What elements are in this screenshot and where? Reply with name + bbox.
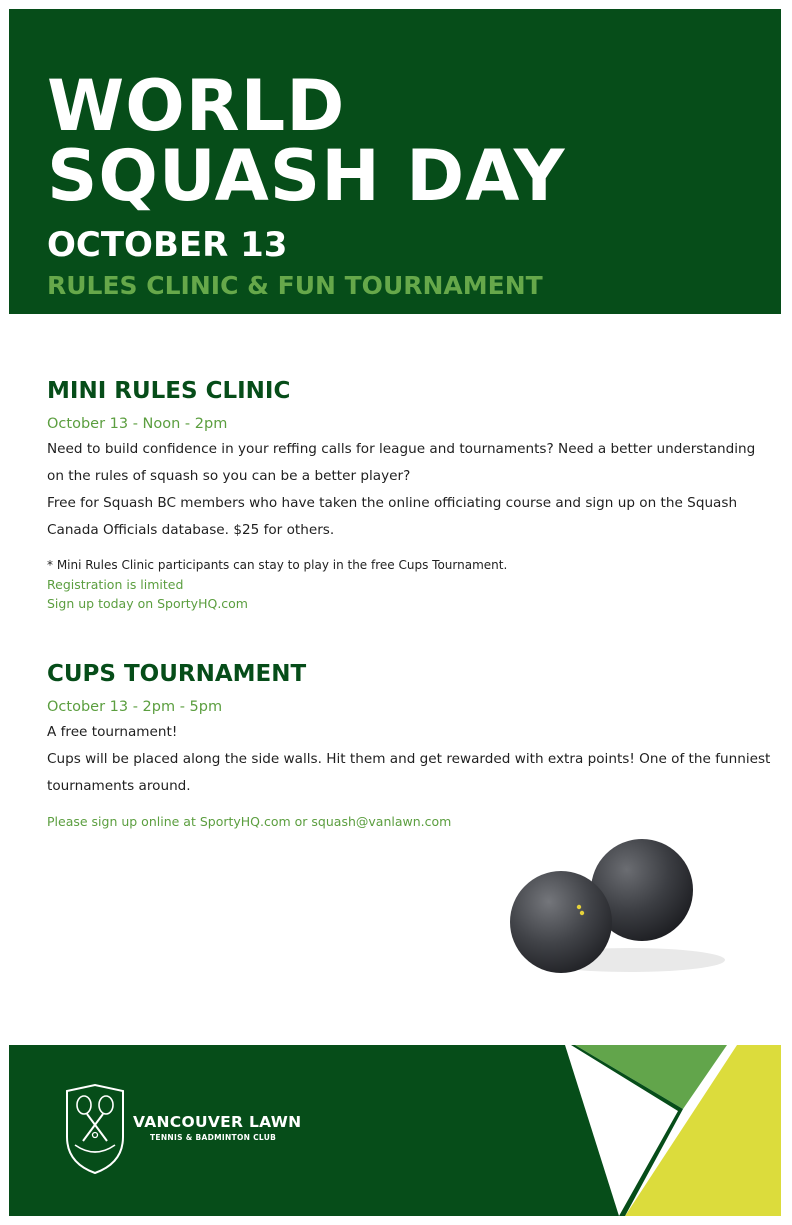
footer-banner <box>9 1045 781 1216</box>
cups-paragraph-2: Cups will be placed along the side walls. Hit them and get rewarded with extra points! One of the funniest tournaments around. <box>47 751 771 794</box>
event-title-line1: WORLD <box>47 65 346 147</box>
squash-balls-image <box>490 830 730 1000</box>
header-banner <box>9 9 781 314</box>
cups-heading: CUPS TOURNAMENT <box>47 661 307 687</box>
clinic-section <box>47 376 775 613</box>
cups-paragraph-1: A free tournament! <box>47 724 178 740</box>
club-crest-logo <box>63 1083 127 1175</box>
event-date: OCTOBER 13 <box>47 225 288 265</box>
event-title <box>47 65 566 217</box>
club-name: VANCOUVER LAWN <box>133 1113 302 1131</box>
clinic-registration: Registration is limited <box>47 577 184 592</box>
clinic-time: October 13 - Noon - 2pm <box>47 416 228 432</box>
clinic-note: * Mini Rules Clinic participants can stay to play in the free Cups Tournament. <box>47 558 508 572</box>
clinic-signup-link[interactable]: Sign up today on SportyHQ.com <box>47 596 248 611</box>
yellow-dot-1 <box>577 905 581 909</box>
yellow-dot-2 <box>580 911 584 915</box>
clinic-paragraph-1: Need to build confidence in your reffing calls for league and tournaments? Need a better understanding on the rules of squash so you can be a better player? <box>47 441 756 484</box>
cups-section <box>47 659 775 831</box>
event-title-line2: SQUASH DAY <box>47 135 566 217</box>
cups-body <box>47 719 775 800</box>
clinic-body <box>47 436 775 544</box>
event-subtitle: RULES CLINIC & FUN TOURNAMENT <box>47 271 543 300</box>
clinic-heading: MINI RULES CLINIC <box>47 378 291 404</box>
squash-ball-front <box>510 871 612 973</box>
cups-signup-link[interactable]: Please sign up online at SportyHQ.com or squash@vanlawn.com <box>47 814 452 829</box>
cups-time: October 13 - 2pm - 5pm <box>47 699 223 715</box>
club-subtitle: TENNIS & BADMINTON CLUB <box>150 1133 277 1142</box>
clinic-paragraph-2: Free for Squash BC members who have taken the online officiating course and sign up on the Squash Canada Officials database. $25 for others. <box>47 495 738 538</box>
